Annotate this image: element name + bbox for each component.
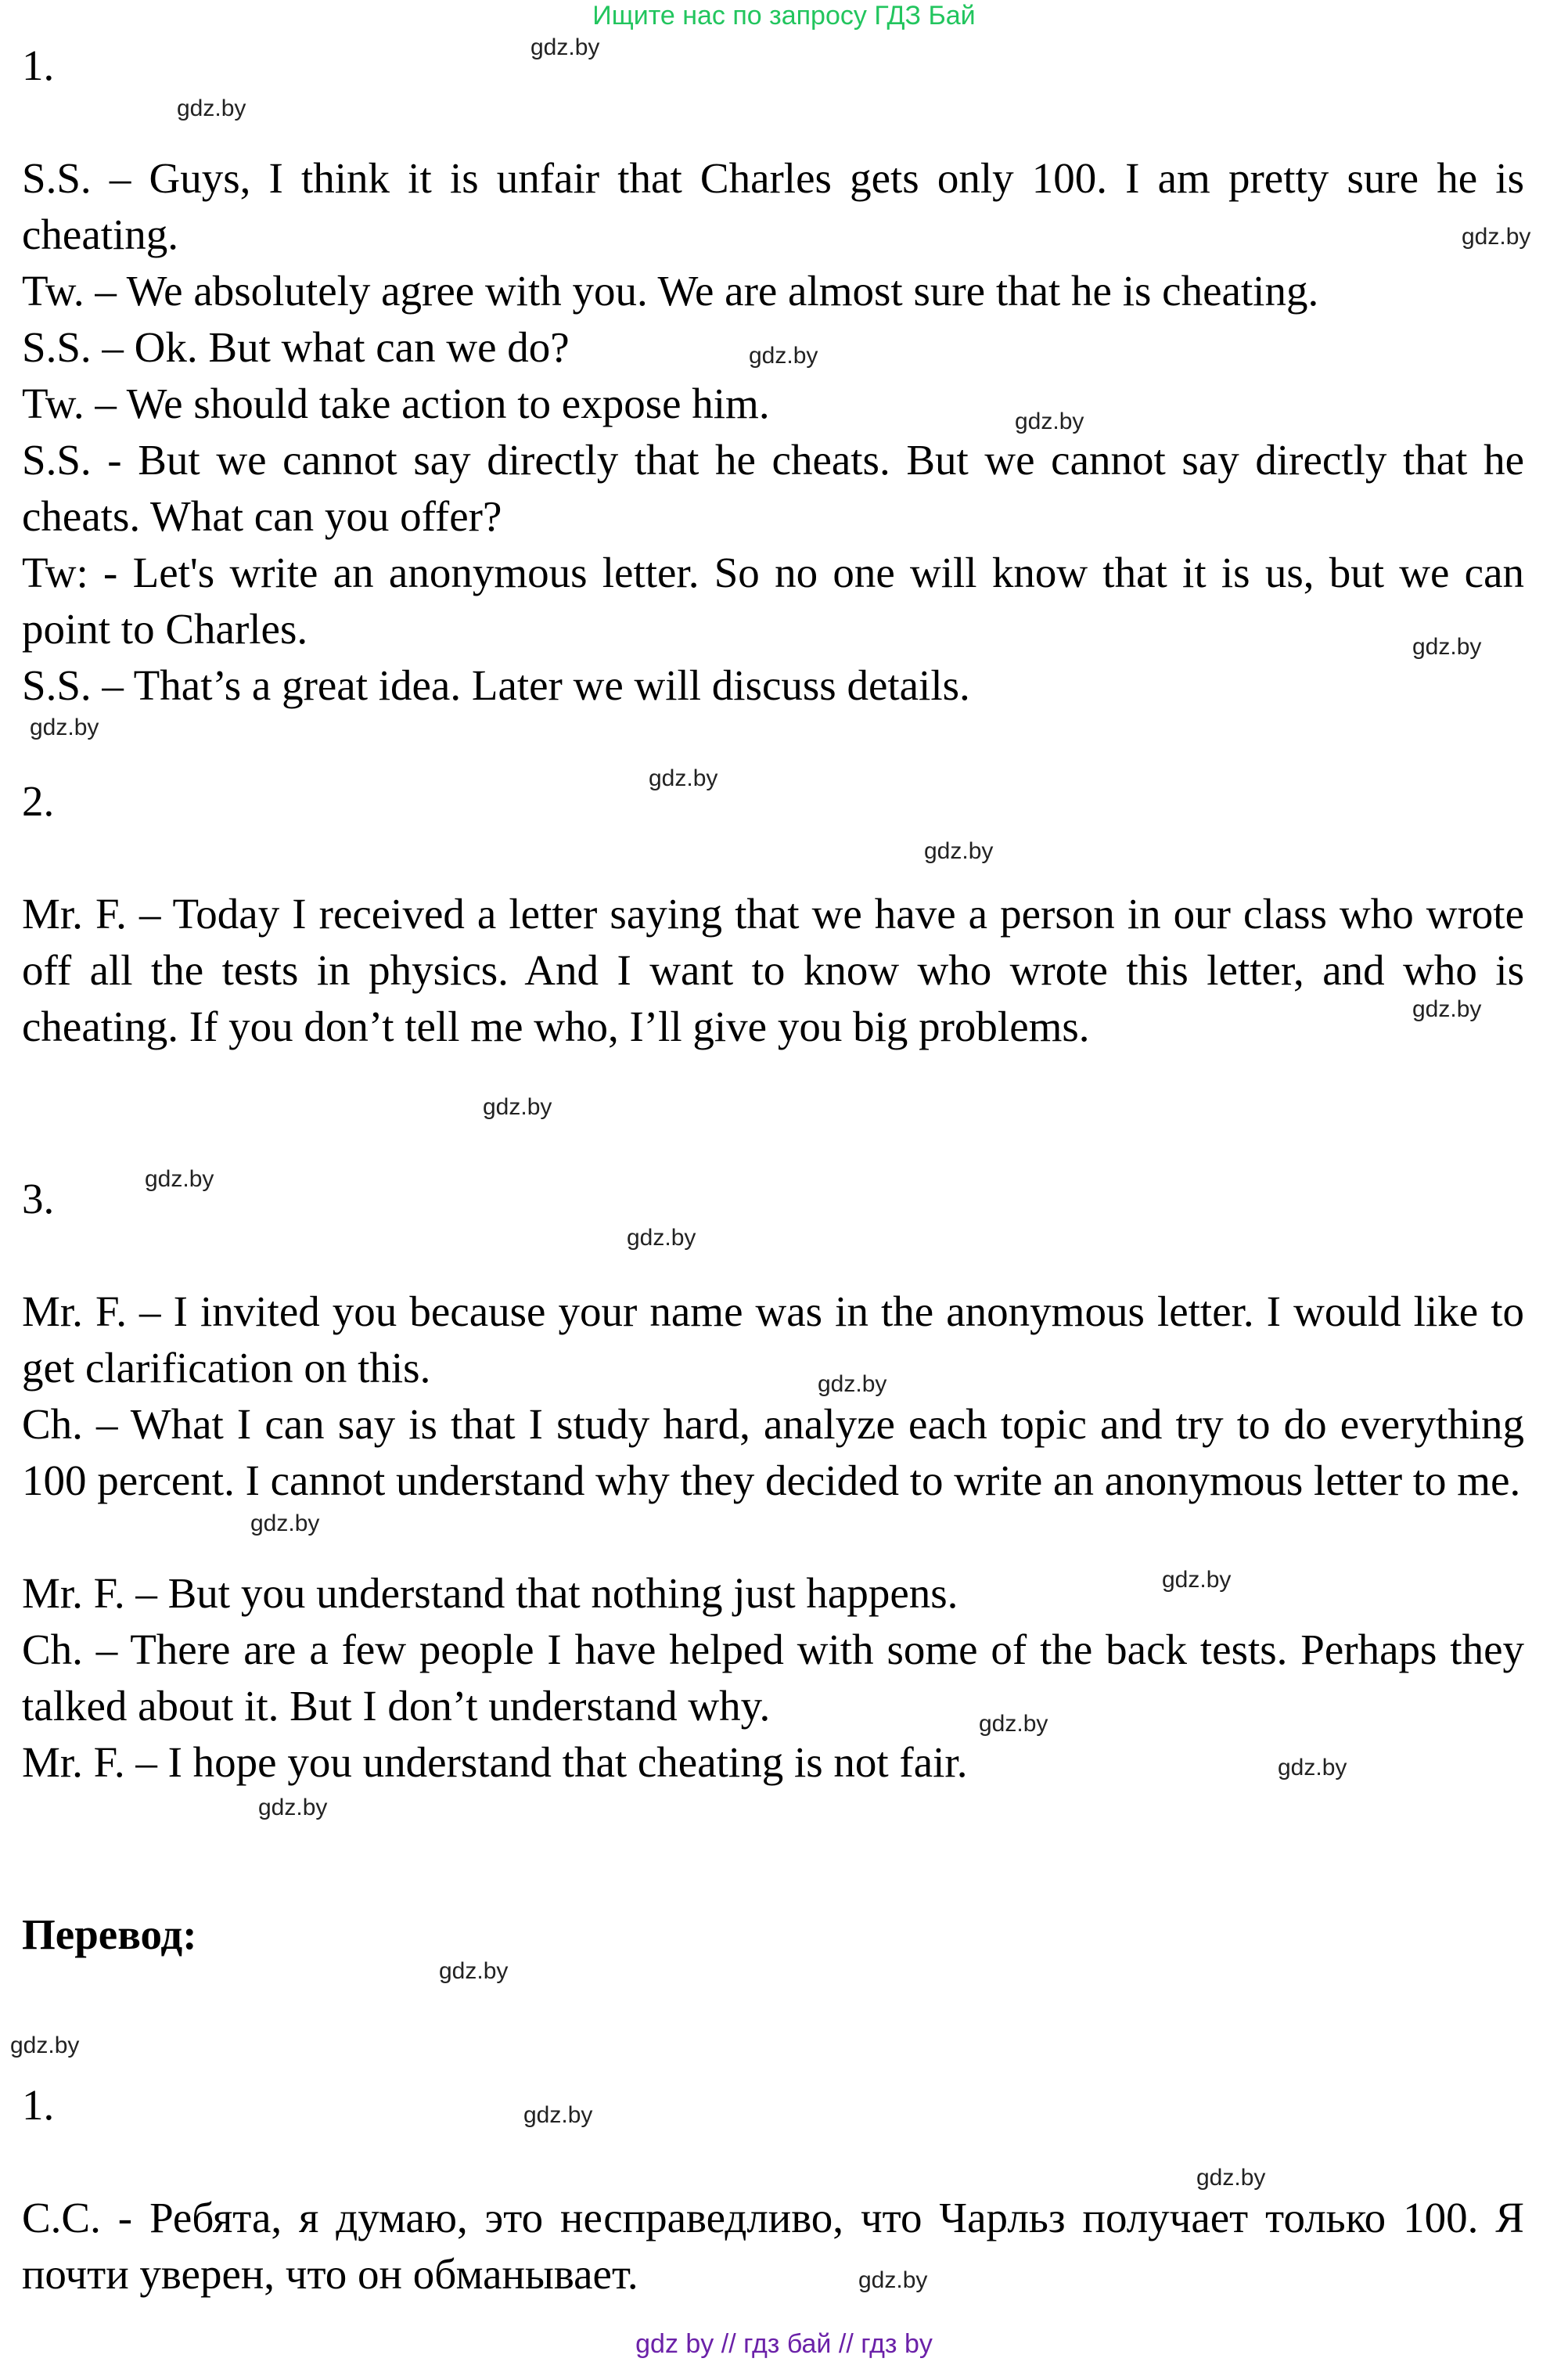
watermark: gdz.by — [439, 1958, 509, 1984]
footer-links[interactable]: gdz by // гдз бай // гдз by — [635, 2329, 933, 2359]
watermark: gdz.by — [1196, 2165, 1266, 2191]
watermark: gdz.by — [483, 1094, 552, 1120]
watermark: gdz.by — [1278, 1755, 1347, 1781]
watermark: gdz.by — [145, 1166, 214, 1192]
section-3-number: 3. — [22, 1175, 55, 1222]
dialogue-line: Mr. F. – I hope you understand that cheating is not fair. — [22, 1738, 968, 1786]
translation-line: С.С. - Ребята, я думаю, это несправедливо, что Чарльз получает только 100. Я почти уверен, что он обманывает. — [22, 2194, 1524, 2298]
watermark: gdz.by — [250, 1510, 320, 1536]
dialogue-line: S.S. – Ok. But what can we do? — [22, 323, 570, 371]
dialogue-line: Tw. – We absolutely agree with you. We are almost sure that he is cheating. — [22, 267, 1319, 315]
watermark: gdz.by — [649, 765, 718, 791]
header-search-link[interactable]: Ищите нас по запросу ГДЗ Бай — [592, 1, 976, 31]
dialogue-line: Tw. – We should take action to expose him. — [22, 380, 770, 427]
watermark: gdz.by — [818, 1371, 887, 1397]
watermark: gdz.by — [858, 2267, 928, 2293]
dialogue-line: Mr. F. – Today I received a letter saying that we have a person in our class who wrote off all the tests in physics. And I want to know who wrote this letter, and who is cheating. If you don’t tell me who, I’ll give you big problems. — [22, 890, 1524, 1050]
watermark: gdz.by — [1162, 1567, 1232, 1593]
section-1-number: 1. — [22, 41, 55, 89]
watermark: gdz.by — [30, 715, 99, 740]
watermark: gdz.by — [530, 34, 600, 60]
watermark: gdz.by — [1412, 996, 1482, 1022]
watermark: gdz.by — [1412, 634, 1482, 660]
watermark: gdz.by — [627, 1225, 696, 1251]
dialogue-line: Mr. F. – But you understand that nothing just happens. — [22, 1569, 958, 1617]
section-2-number: 2. — [22, 777, 55, 825]
watermark: gdz.by — [10, 2033, 80, 2058]
watermark: gdz.by — [979, 1711, 1048, 1737]
watermark: gdz.by — [924, 838, 994, 864]
watermark: gdz.by — [177, 95, 246, 121]
watermark: gdz.by — [749, 343, 818, 369]
watermark: gdz.by — [1462, 224, 1531, 250]
watermark: gdz.by — [523, 2102, 593, 2128]
dialogue-line: S.S. - But we cannot say directly that he cheats. But we cannot say directly that he cheats. What can you offer? — [22, 436, 1524, 540]
dialogue-line: Tw: - Let's write an anonymous letter. So no one will know that it is us, but we can point to Charles. — [22, 549, 1524, 653]
watermark: gdz.by — [1015, 409, 1084, 434]
dialogue-line: Ch. – There are a few people I have helped with some of the back tests. Perhaps they talked about it. But I don’t understand why. — [22, 1626, 1524, 1730]
translation-heading: Перевод: — [22, 1910, 197, 1958]
dialogue-line: Ch. – What I can say is that I study hard, analyze each topic and try to do everything 100 percent. I cannot understand why they decided to write an anonymous letter to me. — [22, 1400, 1524, 1504]
watermark: gdz.by — [258, 1795, 328, 1820]
translation-number: 1. — [22, 2081, 55, 2129]
dialogue-line: Mr. F. – I invited you because your name was in the anonymous letter. I would like to get clarification on this. — [22, 1287, 1524, 1392]
dialogue-line: S.S. – That’s a great idea. Later we will discuss details. — [22, 661, 970, 709]
dialogue-line: S.S. – Guys, I think it is unfair that Charles gets only 100. I am pretty sure he is cheating. — [22, 154, 1524, 258]
